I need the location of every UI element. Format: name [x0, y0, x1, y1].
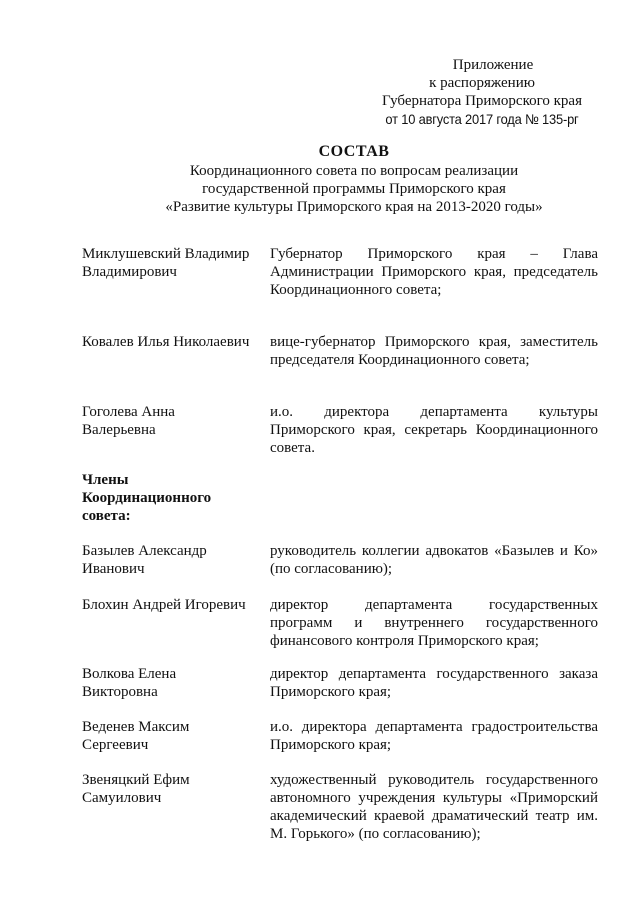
member-role: художественный руководитель государственного автономного учреждения культуры «Приморский академический краевой драматический театр им. М. Горького» (по согласованию);	[270, 772, 598, 842]
member-role: директор департамента государственных программ и внутреннего государственного финансового контроля Приморского края;	[270, 597, 598, 649]
member-name: Звеняцкий Ефим Самуилович	[82, 772, 190, 806]
member-role: директор департамента государственного заказа Приморского края;	[270, 666, 598, 700]
member-name: Веденев Максим Сергеевич	[82, 719, 190, 753]
members-heading: Члены Координационного совета:	[82, 472, 212, 524]
member-role: и.о. директора департамента градостроительства Приморского края;	[270, 719, 598, 753]
member-name: Волкова Елена Викторовна	[82, 666, 177, 700]
document-title-block	[0, 142, 640, 216]
member-name: Гоголева Анна Валерьевна	[82, 404, 175, 438]
appendix-order-ref: к распоряжению	[429, 75, 535, 91]
appendix-date-number: от 10 августа 2017 года № 135-рг	[385, 111, 579, 127]
appendix-issuer: Губернатора Приморского края	[382, 93, 582, 109]
appendix-header	[362, 56, 602, 128]
document-subtitle-line-1: Координационного совета по вопросам реализации	[189, 163, 519, 179]
member-name: Ковалев Илья Николаевич	[82, 334, 250, 350]
appendix-label: Приложение	[452, 57, 534, 73]
member-role: руководитель коллегии адвокатов «Базылев и Ко» (по согласованию);	[270, 543, 598, 577]
member-name: Блохин Андрей Игоревич	[82, 597, 246, 613]
member-role: и.о. директора департамента культуры Приморского края, секретарь Координационного совета.	[270, 404, 598, 456]
member-name: Базылев Александр Иванович	[82, 543, 207, 577]
document-title: СОСТАВ	[318, 143, 390, 160]
member-role: вице-губернатор Приморского края, заместитель председателя Координационного совета;	[270, 334, 598, 368]
member-name: Миклушевский Владимир Владимирович	[82, 246, 250, 280]
document-subtitle-line-3: «Развитие культуры Приморского края на 2013-2020 годы»	[165, 199, 543, 215]
member-role: Губернатор Приморского края – Глава Администрации Приморского края, председатель Координационного совета;	[270, 246, 598, 298]
document-subtitle-line-2: государственной программы Приморского края	[202, 181, 506, 197]
